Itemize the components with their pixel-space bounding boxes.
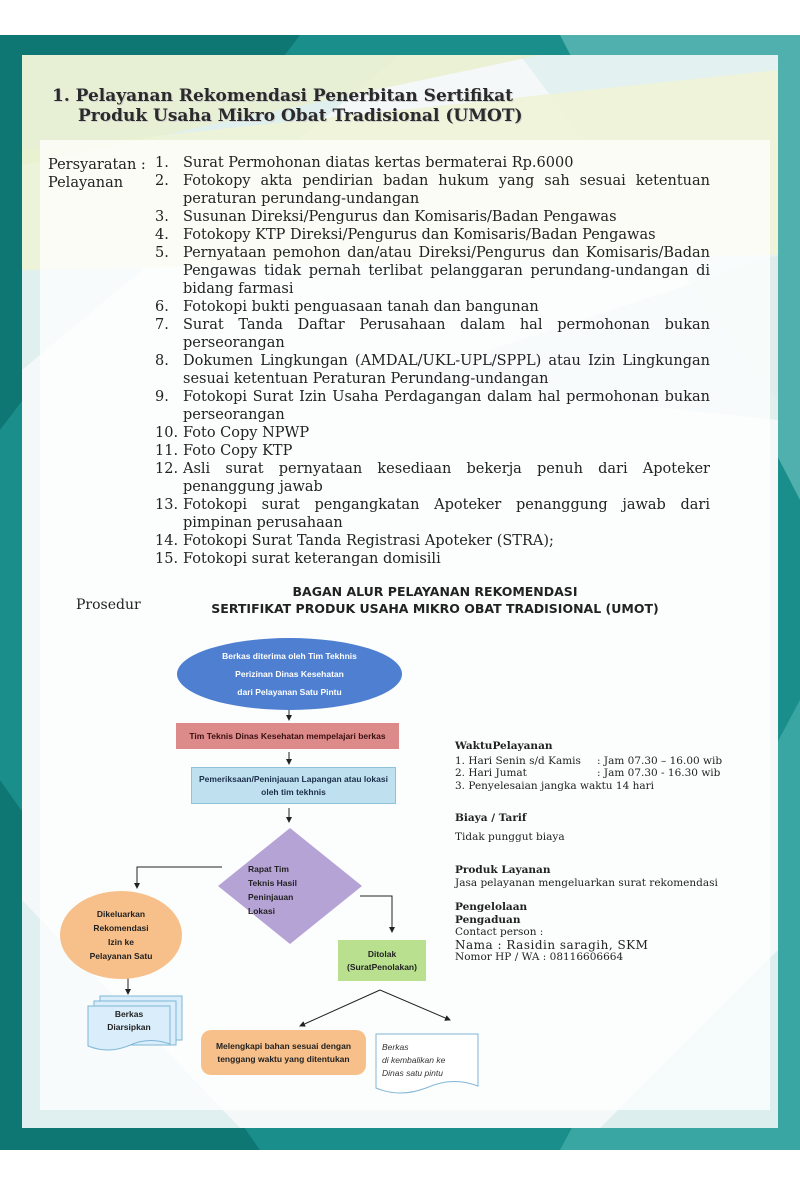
requirement-text: Fotokopi Surat Tanda Registrasi Apoteker (STRA);	[183, 533, 554, 549]
requirement-text: Dokumen Lingkungan (AMDAL/UKL-UPL/SPPL) atau Izin Lingkungan sesuai ketentuan Peraturan Perundang-undangan	[183, 353, 710, 387]
requirements-label-line-1: Persyaratan :	[48, 157, 146, 173]
requirement-number: 7.	[155, 317, 169, 333]
service-time-day: 2. Hari Jumat	[455, 767, 527, 779]
product-block	[455, 864, 755, 889]
flow-returned-line-2: di kembalikan ke	[382, 1054, 446, 1065]
service-time-row	[455, 767, 755, 780]
complaints-heading-line-1: Pengelolaan	[455, 901, 528, 913]
flow-start-line-2: Perizinan Dinas Kesehatan	[235, 669, 344, 679]
requirement-number: 1.	[155, 155, 169, 171]
fee-block	[455, 812, 755, 843]
flow-issued-line-4: Pelayanan Satu	[89, 951, 153, 961]
requirement-text: Fotokopi surat keterangan domisili	[183, 551, 441, 567]
fee-text: Tidak punggut biaya	[455, 830, 565, 843]
service-time-note: 3. Penyelesaian jangka waktu 14 hari	[455, 779, 654, 792]
requirement-text: Pernyataan pemohon dan/atau Direksi/Pengurus dan Komisaris/Badan Pengawas tidak pernah terlibat pelanggaran perundang-undangan di bidang farmasi	[183, 245, 710, 297]
requirement-number: 8.	[155, 353, 169, 369]
requirement-number: 2.	[155, 173, 169, 189]
requirement-text: Fotokopi surat pengangkatan Apoteker penanggung jawab dari pimpinan perusahaan	[183, 497, 710, 531]
flow-start-line-3: dari Pelayanan Satu Pintu	[237, 687, 342, 697]
service-time-heading: WaktuPelayanan	[455, 740, 553, 752]
flow-decision-line-3: Peninjauan	[248, 892, 294, 902]
flow-issued-line-2: Rekomendasi	[93, 923, 149, 933]
flow-complete-box	[201, 1030, 366, 1075]
flow-complete-line-1: Melengkapi bahan sesuai dengan	[215, 1040, 352, 1051]
requirement-text: Surat Tanda Daftar Perusahaan dalam hal permohonan bukan perseorangan	[183, 317, 710, 351]
service-time-hours: : Jam 07.30 - 16.30 wib	[597, 767, 721, 779]
requirement-text: Surat Permohonan diatas kertas bermaterai Rp.6000	[183, 155, 574, 171]
requirement-text: Susunan Direksi/Pengurus dan Komisaris/Badan Pengawas	[183, 209, 617, 225]
flow-step-inspection-line-1: Pemeriksaan/Peninjauan Lapangan atau lokasi	[199, 773, 388, 784]
requirement-number: 10.	[155, 425, 179, 441]
flowchart-title-line-1: BAGAN ALUR PELAYANAN REKOMENDASI	[292, 584, 578, 599]
flow-returned-line-3: Dinas satu pintu	[382, 1067, 443, 1078]
flowchart-title-line-2: SERTIFIKAT PRODUK USAHA MIKRO OBAT TRADISIONAL (UMOT)	[211, 601, 659, 616]
product-heading: Produk Layanan	[455, 864, 551, 876]
service-time-hours: : Jam 07.30 – 16.00 wib	[597, 754, 723, 767]
complaints-phone: Nomor HP / WA : 08116606664	[455, 951, 624, 963]
requirement-text: Foto Copy NPWP	[183, 425, 310, 441]
flow-step-inspection	[191, 767, 396, 804]
flow-archive-label	[86, 1006, 172, 1036]
procedure-label: Prosedur	[76, 597, 141, 613]
flow-issued-line-3: Izin ke	[108, 937, 134, 947]
requirement-text: Fotokopy akta pendirian badan hukum yang sah sesuai ketentuan peraturan perundang-undangan	[183, 173, 710, 207]
requirement-text: Fotokopy KTP Direksi/Pengurus dan Komisaris/Badan Pengawas	[183, 227, 656, 243]
service-time-rows	[455, 755, 755, 780]
flow-start-line-1: Berkas diterima oleh Tim Tekhnis	[222, 651, 357, 661]
flow-archive-line-1: Berkas	[114, 1009, 144, 1019]
requirement-number: 5.	[155, 245, 169, 261]
title-line-1: 1. Pelayanan Rekomendasi Penerbitan Sertifikat	[52, 86, 514, 106]
complaints-block	[455, 901, 755, 964]
requirement-text: Foto Copy KTP	[183, 443, 293, 459]
flow-issued-line-1: Dikeluarkan	[96, 909, 146, 919]
fee-heading: Biaya / Tarif	[455, 812, 527, 824]
flow-archive-line-2: Diarsipkan	[107, 1022, 151, 1032]
flow-decision-line-4: Lokasi	[248, 906, 275, 914]
title-line-2: Produk Usaha Mikro Obat Tradisional (UMOT)	[78, 106, 523, 126]
requirement-number: 3.	[155, 209, 169, 225]
requirement-number: 14.	[155, 533, 179, 549]
requirement-number: 15.	[155, 551, 179, 567]
flow-returned-line-1: Berkas	[382, 1041, 409, 1052]
flow-decision-line-2: Teknis Hasil	[248, 878, 297, 888]
complaints-name: Nama : Rasidin saragih, SKM	[455, 937, 649, 952]
requirement-text: Fotokopi bukti penguasaan tanah dan bangunan	[183, 299, 539, 315]
flow-rejected-line-1: Ditolak	[367, 948, 397, 959]
requirement-number: 11.	[155, 443, 179, 459]
requirement-number: 4.	[155, 227, 169, 243]
requirement-number: 9.	[155, 389, 169, 405]
product-text: Jasa pelayanan mengeluarkan surat rekomendasi	[455, 876, 718, 889]
flow-complete-line-2: tenggang waktu yang ditentukan	[217, 1053, 350, 1064]
service-time-day: 1. Hari Senin s/d Kamis	[455, 754, 581, 767]
flow-issued-ellipse	[60, 891, 182, 979]
service-time-block	[455, 740, 755, 792]
requirement-text: Asli surat pernyataan kesediaan bekerja penuh dari Apoteker penanggung jawab	[183, 461, 710, 495]
complaints-contact: Contact person :	[455, 926, 544, 938]
requirement-number: 12.	[155, 461, 179, 477]
flow-start-ellipse	[177, 638, 402, 710]
service-time-row	[455, 755, 755, 768]
flow-decision-label	[248, 858, 332, 914]
flow-rejected-box	[338, 940, 426, 981]
flow-rejected-line-2: (SuratPenolakan)	[347, 961, 417, 972]
flow-decision-line-1: Rapat Tim	[248, 864, 289, 874]
flow-step-review-label: Tim Teknis Dinas Kesehatan mempelajari berkas	[189, 730, 386, 741]
flow-step-inspection-line-2: oleh tim tekhnis	[261, 786, 326, 797]
requirements-label-line-2: Pelayanan	[48, 175, 124, 191]
requirement-text: Fotokopi Surat Izin Usaha Perdagangan dalam hal permohonan bukan perseorangan	[183, 389, 710, 423]
requirement-number: 13.	[155, 497, 179, 513]
requirement-number: 6.	[155, 299, 169, 315]
flow-step-review	[176, 723, 399, 749]
complaints-heading-line-2: Pengaduan	[455, 913, 521, 926]
flow-returned-label	[382, 1038, 474, 1082]
